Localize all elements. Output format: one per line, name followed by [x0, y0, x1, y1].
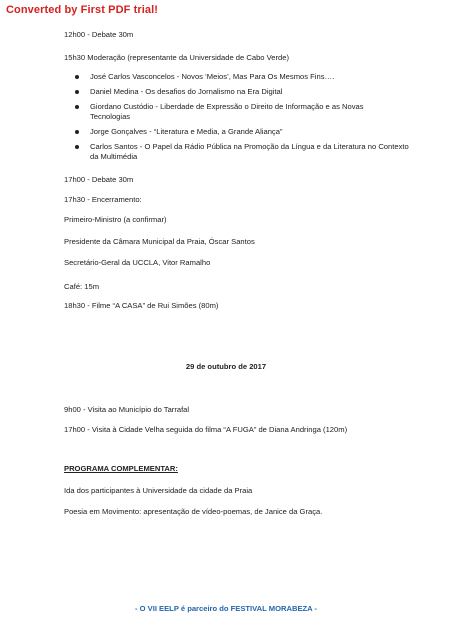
speaker-text: Jorge Gonçalves - “Literatura e Media, a Grande Aliança”: [90, 127, 283, 136]
list-item: [64, 102, 382, 122]
film-line: 18h30 - Filme “A CASA” de Rui Simões (80m): [64, 301, 219, 310]
visit-old-city: 17h00 - Visita à Cidade Velha seguida do filma “A FUGA” de Diana Andringa (120m): [64, 425, 348, 434]
bullet-icon: [75, 105, 79, 109]
speaker-text: Carlos Santos - O Papel da Rádio Pública na Promoção da Língua e da Literatura no Contexto da Multimédia: [90, 142, 409, 161]
speaker-text: Daniel Medina - Os desafios do Jornalismo na Era Digital: [90, 87, 283, 96]
speaker-text: José Carlos Vasconcelos - Novos ‘Meios’, Mas Para Os Mesmos Fins….: [90, 72, 335, 81]
list-item: [64, 142, 410, 162]
complementary-heading: PROGRAMA COMPLEMENTAR:: [64, 464, 178, 473]
speaker-list: [64, 72, 409, 167]
bullet-icon: [75, 75, 79, 79]
bullet-icon: [75, 130, 79, 134]
day-2-date: 29 de outubro de 2017: [185, 362, 267, 371]
bullet-icon: [75, 90, 79, 94]
debate-2: 17h00 - Debate 30m: [64, 175, 134, 184]
list-item: [64, 87, 404, 97]
bullet-icon: [75, 145, 79, 149]
debate-1: 12h00 - Debate 30m: [64, 30, 134, 39]
watermark-text: Converted by First PDF trial!: [6, 4, 159, 16]
poetry-line: Poesia em Movimento: apresentação de vídeo-poemas, de Janice da Graça.: [64, 507, 323, 516]
list-item: [64, 127, 404, 137]
secretary-line: Secretário-Geral da UCCLA, Vitor Ramalho: [64, 258, 211, 267]
pm-line: Primeiro-Ministro (a confirmar): [64, 215, 167, 224]
footer-partner: - O VII EELP é parceiro do FESTIVAL MORABEZA -: [135, 604, 317, 613]
speaker-text: Giordano Custódio - Liberdade de Expressão o Direito de Informação e as Novas Tecnologias: [90, 102, 364, 121]
coffee-line: Café: 15m: [64, 282, 100, 291]
closing-line: 17h30 - Encerramento:: [64, 195, 142, 204]
visit-tarrafal: 9h00 - Visita ao Município do Tarrafal: [64, 405, 190, 414]
list-item: [64, 72, 404, 82]
mayor-line: Presidente da Câmara Municipal da Praia, Óscar Santos: [64, 237, 255, 246]
university-line: Ida dos participantes à Universidade da cidade da Praia: [64, 486, 253, 495]
moderation-line: 15h30 Moderação (representante da Universidade de Cabo Verde): [64, 53, 290, 62]
